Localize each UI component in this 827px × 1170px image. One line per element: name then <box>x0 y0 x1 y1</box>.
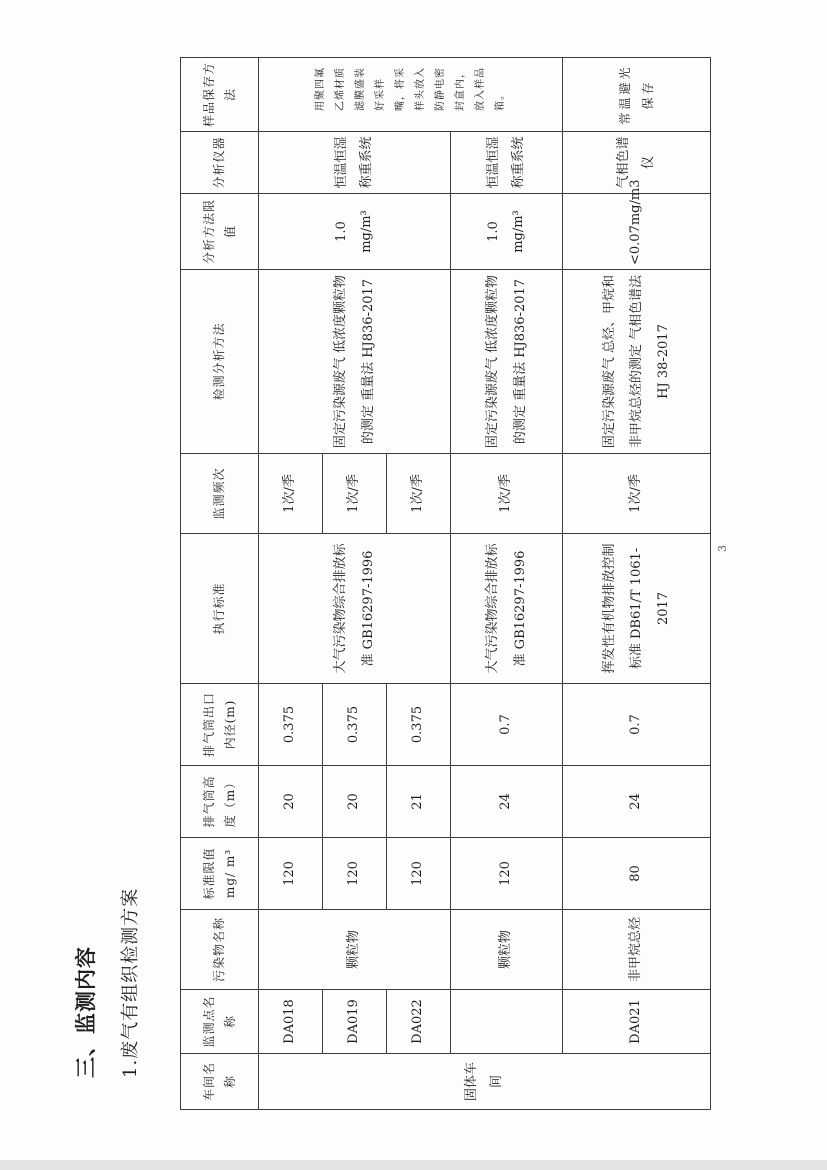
frequency-cell: 1次/季 <box>451 454 563 534</box>
storage-cell: 常温避光保存 <box>563 58 711 132</box>
instrument-cell: 气相色谱仪 <box>563 132 711 194</box>
section-title: 三、监测内容 <box>74 946 98 1078</box>
header-instrument: 分析仪器 <box>181 132 259 194</box>
header-workshop: 车间名称 <box>181 1054 259 1110</box>
scan-bottom-edge <box>0 1160 827 1170</box>
frequency-cell: 1次/季 <box>387 454 451 534</box>
diameter-cell: 0.375 <box>323 684 387 766</box>
header-standard: 执行标准 <box>181 534 259 684</box>
standard-cell: 挥发性有机物排放控制标准 DB61/T 1061-2017 <box>563 534 711 684</box>
point-cell: DA019 <box>323 990 387 1054</box>
method-limit-cell: 1.0 mg/m³ <box>259 194 451 270</box>
limit-cell: 120 <box>259 838 323 910</box>
header-pollutant: 污染物名称 <box>181 910 259 990</box>
frequency-cell: 1次/季 <box>259 454 323 534</box>
instrument-cell: 恒温恒湿称重系统 <box>451 132 563 194</box>
limit-cell: 120 <box>323 838 387 910</box>
method-limit-cell: 1.0 mg/m³ <box>451 194 563 270</box>
height-cell: 20 <box>323 766 387 838</box>
method-cell: 固定污染源废气 总烃、甲烷和非甲烷总烃的测定 气相色谱法 HJ 38-2017 <box>563 270 711 454</box>
height-cell: 24 <box>563 766 711 838</box>
frequency-cell: 1次/季 <box>323 454 387 534</box>
table-row <box>563 58 711 1110</box>
method-cell: 固定污染源废气 低浓度颗粒物的测定 重量法 HJ836-2017 <box>451 270 563 454</box>
storage-cell: 用聚四氟乙烯材质滤膜盛装好采样嘴，将采样头放入防静电密封盒内，放入样品箱。 <box>259 58 563 132</box>
limit-cell: 80 <box>563 838 711 910</box>
standard-cell: 大气污染物综合排放标准 GB16297-1996 <box>451 534 563 684</box>
header-method-limit: 分析方法限值 <box>181 194 259 270</box>
diameter-cell: 0.375 <box>387 684 451 766</box>
diameter-cell: 0.7 <box>563 684 711 766</box>
method-limit-cell: <0.07mg/m3 <box>563 194 711 270</box>
header-frequency: 监测频次 <box>181 454 259 534</box>
monitoring-plan-table <box>180 57 711 1110</box>
header-method: 检测分析方法 <box>181 270 259 454</box>
limit-cell: 120 <box>387 838 451 910</box>
table-row <box>451 58 563 1110</box>
subsection-title: 1.废气有组织检测方案 <box>120 887 141 1078</box>
pollutant-cell: 颗粒物 <box>259 910 451 990</box>
point-cell: DA021 <box>563 990 711 1054</box>
page-number: 3 <box>716 545 729 552</box>
header-limit: 标准限值mg/ m³ <box>181 838 259 910</box>
point-cell: DA022 <box>387 990 451 1054</box>
diameter-cell: 0.7 <box>451 684 563 766</box>
method-cell: 固定污染源废气 低浓度颗粒物的测定 重量法 HJ836-2017 <box>259 270 451 454</box>
table-header-row <box>181 58 259 1110</box>
limit-cell: 120 <box>451 838 563 910</box>
header-storage: 样品保存方法 <box>181 58 259 132</box>
header-point: 监测点名称 <box>181 990 259 1054</box>
workshop-cell: 固体车间 <box>259 1054 711 1110</box>
instrument-cell: 恒温恒湿称重系统 <box>259 132 451 194</box>
point-cell <box>451 990 563 1054</box>
pollutant-cell: 颗粒物 <box>451 910 563 990</box>
pollutant-cell: 非甲烷总烃 <box>563 910 711 990</box>
header-height: 排气筒高度（m） <box>181 766 259 838</box>
frequency-cell: 1次/季 <box>563 454 711 534</box>
height-cell: 24 <box>451 766 563 838</box>
point-cell: DA018 <box>259 990 323 1054</box>
table-row <box>259 58 323 1110</box>
height-cell: 20 <box>259 766 323 838</box>
height-cell: 21 <box>387 766 451 838</box>
header-diameter: 排气筒出口内径(m) <box>181 684 259 766</box>
diameter-cell: 0.375 <box>259 684 323 766</box>
standard-cell: 大气污染物综合排放标准 GB16297-1996 <box>259 534 451 684</box>
